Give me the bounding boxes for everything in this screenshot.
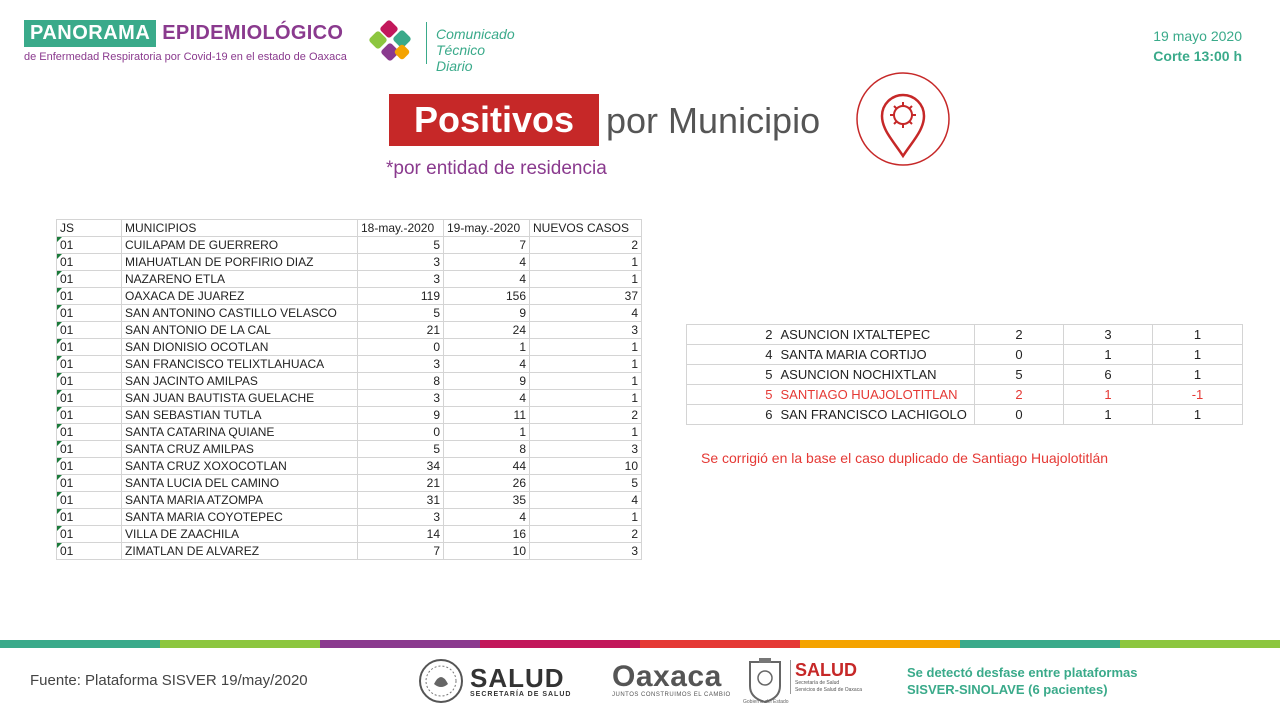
cell-marker-icon (57, 237, 62, 242)
cell-js (57, 237, 122, 254)
municipios-table (56, 219, 642, 560)
side-cell-18-may: 0 (975, 345, 1064, 365)
cell-js-text: 01 (60, 425, 74, 439)
cell-19-may: 4 (444, 509, 530, 526)
correction-note: Se corrigió en la base el caso duplicado de Santiago Huajolotitlán (701, 450, 1109, 466)
cell-js (57, 407, 122, 424)
cell-marker-icon (57, 271, 62, 276)
cell-municipio: NAZARENO ETLA (122, 271, 358, 288)
cell-marker-icon (57, 356, 62, 361)
cell-municipio: SANTA LUCIA DEL CAMINO (122, 475, 358, 492)
correction-table (686, 324, 1243, 425)
cell-18-may: 34 (358, 458, 444, 475)
cell-marker-icon (57, 509, 62, 514)
cell-marker-icon (57, 424, 62, 429)
cell-marker-icon (57, 305, 62, 310)
side-cell-municipio: SANTA MARIA CORTIJO (777, 345, 975, 365)
cell-js (57, 543, 122, 560)
cell-js-text: 01 (60, 238, 74, 252)
color-stripe (320, 640, 480, 648)
cell-marker-icon (57, 373, 62, 378)
cell-18-may: 3 (358, 254, 444, 271)
cell-nuevos-casos: 3 (530, 322, 642, 339)
salud-oaxaca-logo (790, 660, 862, 694)
footer-color-stripes (0, 640, 1280, 648)
cell-municipio: SAN JUAN BAUTISTA GUELACHE (122, 390, 358, 407)
table-row (57, 390, 642, 407)
cell-18-may: 5 (358, 441, 444, 458)
cell-18-may: 119 (358, 288, 444, 305)
cell-marker-icon (57, 254, 62, 259)
cell-municipio: CUILAPAM DE GUERRERO (122, 237, 358, 254)
cell-18-may: 9 (358, 407, 444, 424)
cell-js (57, 441, 122, 458)
side-cell-js: 5 (687, 385, 777, 405)
table-row (57, 339, 642, 356)
color-stripe (160, 640, 320, 648)
cell-nuevos-casos: 1 (530, 373, 642, 390)
cell-19-may: 35 (444, 492, 530, 509)
cell-js-text: 01 (60, 255, 74, 269)
side-cell-js: 6 (687, 405, 777, 425)
salud-oaxaca-sub1: Secretaría de Salud (795, 680, 840, 686)
cell-municipio: SANTA CATARINA QUIANE (122, 424, 358, 441)
cell-19-may: 1 (444, 424, 530, 441)
cell-18-may: 0 (358, 339, 444, 356)
cell-js-text: 01 (60, 374, 74, 388)
color-stripe (480, 640, 640, 648)
cell-municipio: SANTA CRUZ AMILPAS (122, 441, 358, 458)
cell-19-may: 24 (444, 322, 530, 339)
color-stripe (0, 640, 160, 648)
cell-nuevos-casos: 3 (530, 543, 642, 560)
table-row (57, 475, 642, 492)
cell-js (57, 509, 122, 526)
side-cell-js: 2 (687, 325, 777, 345)
table-row (57, 271, 642, 288)
color-stripe (800, 640, 960, 648)
cell-nuevos-casos: 1 (530, 356, 642, 373)
salud-wordmark: SALUD (470, 662, 565, 693)
cell-municipio: SAN FRANCISCO TELIXTLAHUACA (122, 356, 358, 373)
cell-js (57, 390, 122, 407)
side-cell-municipio: SAN FRANCISCO LACHIGOLO (777, 405, 975, 425)
cell-19-may: 10 (444, 543, 530, 560)
cell-19-may: 26 (444, 475, 530, 492)
side-cell-18-may: 5 (975, 365, 1064, 385)
brand-subtitle: de Enfermedad Respiratoria por Covid-19 en el estado de Oaxaca (24, 51, 347, 63)
cell-municipio: SAN SEBASTIAN TUTLA (122, 407, 358, 424)
correction-row (687, 365, 1243, 385)
side-cell-js: 4 (687, 345, 777, 365)
table-row (57, 458, 642, 475)
cell-municipio: VILLA DE ZAACHILA (122, 526, 358, 543)
cell-js (57, 356, 122, 373)
cell-18-may: 31 (358, 492, 444, 509)
salud-subtext: SECRETARÍA DE SALUD (470, 690, 572, 698)
cell-marker-icon (57, 441, 62, 446)
oaxaca-wordmark: Oaxaca (612, 660, 722, 693)
cell-js (57, 373, 122, 390)
cell-js-text: 01 (60, 493, 74, 507)
col-header-municipios: MUNICIPIOS (122, 220, 358, 237)
cell-marker-icon (57, 322, 62, 327)
cell-js (57, 322, 122, 339)
table-row (57, 373, 642, 390)
cell-nuevos-casos: 2 (530, 407, 642, 424)
color-stripe (640, 640, 800, 648)
cell-js-text: 01 (60, 357, 74, 371)
date-text: 19 mayo 2020 (1153, 28, 1242, 44)
cell-js (57, 475, 122, 492)
cell-18-may: 8 (358, 373, 444, 390)
table-row (57, 237, 642, 254)
oaxaca-logo (612, 662, 731, 698)
oaxaca-tagline: JUNTOS CONSTRUIMOS EL CAMBIO (612, 692, 731, 698)
salud-oaxaca-sub2: Servicios de Salud de Oaxaca (795, 687, 862, 693)
table-row (57, 407, 642, 424)
cell-municipio: SAN DIONISIO OCOTLAN (122, 339, 358, 356)
table-row (57, 322, 642, 339)
table-row (57, 492, 642, 509)
cell-18-may: 7 (358, 543, 444, 560)
cell-18-may: 5 (358, 305, 444, 322)
cell-municipio: ZIMATLAN DE ALVAREZ (122, 543, 358, 560)
side-cell-nuevos: 1 (1153, 365, 1243, 385)
cell-19-may: 4 (444, 390, 530, 407)
cell-js-text: 01 (60, 408, 74, 422)
cell-nuevos-casos: 2 (530, 237, 642, 254)
cell-19-may: 1 (444, 339, 530, 356)
side-cell-19-may: 3 (1064, 325, 1153, 345)
secretaria-salud-logo (418, 658, 571, 704)
cell-municipio: SAN ANTONIO DE LA CAL (122, 322, 358, 339)
cell-nuevos-casos: 1 (530, 339, 642, 356)
cell-marker-icon (57, 492, 62, 497)
comunicado-label (436, 26, 515, 74)
comunicado-line2: Técnico Diario (436, 42, 486, 74)
cell-nuevos-casos: 4 (530, 492, 642, 509)
cell-js-text: 01 (60, 306, 74, 320)
cell-nuevos-casos: 3 (530, 441, 642, 458)
side-cell-19-may: 6 (1064, 365, 1153, 385)
cell-18-may: 3 (358, 509, 444, 526)
brand-epidemiologico: EPIDEMIOLÓGICO (162, 22, 344, 44)
table-row (57, 288, 642, 305)
cell-nuevos-casos: 1 (530, 254, 642, 271)
cell-18-may: 0 (358, 424, 444, 441)
gobierno-estado-seal-icon (744, 656, 786, 704)
desfase-line2: SISVER-SINOLAVE (6 pacientes) (907, 682, 1108, 697)
cell-municipio: OAXACA DE JUAREZ (122, 288, 358, 305)
cell-js-text: 01 (60, 544, 74, 558)
cell-nuevos-casos: 1 (530, 509, 642, 526)
cell-18-may: 21 (358, 475, 444, 492)
color-stripe (960, 640, 1120, 648)
gobierno-label: Gobierno del Estado (743, 699, 789, 705)
cell-19-may: 4 (444, 356, 530, 373)
corte-text: Corte 13:00 h (1153, 48, 1242, 64)
side-cell-nuevos: 1 (1153, 405, 1243, 425)
side-cell-municipio: ASUNCION IXTALTEPEC (777, 325, 975, 345)
subtitle: *por entidad de residencia (386, 158, 607, 179)
cell-js (57, 254, 122, 271)
cell-marker-icon (57, 288, 62, 293)
cell-js (57, 458, 122, 475)
side-cell-js: 5 (687, 365, 777, 385)
cell-18-may: 3 (358, 356, 444, 373)
mexico-seal-icon (418, 658, 464, 704)
side-cell-18-may: 2 (975, 325, 1064, 345)
cell-nuevos-casos: 10 (530, 458, 642, 475)
table-row (57, 526, 642, 543)
cell-nuevos-casos: 1 (530, 424, 642, 441)
cell-19-may: 44 (444, 458, 530, 475)
cell-18-may: 3 (358, 271, 444, 288)
cell-19-may: 9 (444, 373, 530, 390)
cell-municipio: SANTA MARIA COYOTEPEC (122, 509, 358, 526)
comunicado-line1: Comunicado (436, 26, 515, 42)
cell-js-text: 01 (60, 459, 74, 473)
cell-19-may: 11 (444, 407, 530, 424)
cell-19-may: 16 (444, 526, 530, 543)
cell-municipio: SANTA MARIA ATZOMPA (122, 492, 358, 509)
side-cell-19-may: 1 (1064, 385, 1153, 405)
cell-municipio: SANTA CRUZ XOXOCOTLAN (122, 458, 358, 475)
title-highlight: Positivos (389, 94, 599, 146)
cell-js-text: 01 (60, 289, 74, 303)
brand-header (24, 20, 515, 74)
cell-nuevos-casos: 2 (530, 526, 642, 543)
cell-marker-icon (57, 458, 62, 463)
cell-nuevos-casos: 37 (530, 288, 642, 305)
cell-js-text: 01 (60, 323, 74, 337)
correction-row (687, 385, 1243, 405)
table-row (57, 441, 642, 458)
salud-oaxaca-wordmark: SALUD (795, 660, 857, 680)
cell-js (57, 339, 122, 356)
desfase-note (907, 664, 1137, 698)
cell-marker-icon (57, 407, 62, 412)
col-header-19-may: 19-may.-2020 (444, 220, 530, 237)
desfase-line1: Se detectó desfase entre plataformas (907, 665, 1138, 680)
brand-separator (426, 22, 427, 64)
side-cell-municipio: SANTIAGO HUAJOLOTITLAN (777, 385, 975, 405)
cell-municipio: MIAHUATLAN DE PORFIRIO DIAZ (122, 254, 358, 271)
cell-marker-icon (57, 526, 62, 531)
col-header-js: JS (57, 220, 122, 237)
cell-marker-icon (57, 543, 62, 548)
cell-js (57, 492, 122, 509)
cell-js (57, 271, 122, 288)
cell-js (57, 526, 122, 543)
cell-19-may: 4 (444, 254, 530, 271)
cell-19-may: 7 (444, 237, 530, 254)
cell-marker-icon (57, 390, 62, 395)
table-row (57, 424, 642, 441)
side-cell-nuevos: 1 (1153, 325, 1243, 345)
cell-municipio: SAN JACINTO AMILPAS (122, 373, 358, 390)
cell-js-text: 01 (60, 442, 74, 456)
col-header-nuevos-casos: NUEVOS CASOS (530, 220, 642, 237)
side-cell-19-may: 1 (1064, 405, 1153, 425)
cell-js-text: 01 (60, 391, 74, 405)
cell-19-may: 8 (444, 441, 530, 458)
cell-js (57, 305, 122, 322)
correction-row (687, 325, 1243, 345)
table-row (57, 254, 642, 271)
cell-18-may: 3 (358, 390, 444, 407)
brand-panorama: PANORAMA (24, 20, 156, 47)
cell-18-may: 14 (358, 526, 444, 543)
cell-js (57, 288, 122, 305)
cell-marker-icon (57, 339, 62, 344)
side-cell-nuevos: -1 (1153, 385, 1243, 405)
fuente-text: Fuente: Plataforma SISVER 19/may/2020 (30, 672, 308, 689)
report-date (1153, 26, 1242, 66)
cell-nuevos-casos: 5 (530, 475, 642, 492)
side-cell-18-may: 0 (975, 405, 1064, 425)
cell-js-text: 01 (60, 272, 74, 286)
col-header-18-may: 18-may.-2020 (358, 220, 444, 237)
table-header-row (57, 220, 642, 237)
side-cell-18-may: 2 (975, 385, 1064, 405)
correction-row (687, 405, 1243, 425)
correction-row (687, 345, 1243, 365)
table-row (57, 543, 642, 560)
table-row (57, 356, 642, 373)
cell-js (57, 424, 122, 441)
cell-18-may: 5 (358, 237, 444, 254)
cell-js-text: 01 (60, 340, 74, 354)
virus-location-pin-icon (854, 72, 952, 166)
cell-js-text: 01 (60, 510, 74, 524)
side-cell-nuevos: 1 (1153, 345, 1243, 365)
cell-nuevos-casos: 1 (530, 390, 642, 407)
cell-nuevos-casos: 4 (530, 305, 642, 322)
side-cell-19-may: 1 (1064, 345, 1153, 365)
side-cell-municipio: ASUNCION NOCHIXTLAN (777, 365, 975, 385)
cell-js-text: 01 (60, 527, 74, 541)
cell-municipio: SAN ANTONINO CASTILLO VELASCO (122, 305, 358, 322)
color-stripe (1120, 640, 1280, 648)
cell-js-text: 01 (60, 476, 74, 490)
cell-nuevos-casos: 1 (530, 271, 642, 288)
cell-18-may: 21 (358, 322, 444, 339)
cell-19-may: 156 (444, 288, 530, 305)
cell-19-may: 4 (444, 271, 530, 288)
panorama-logo-icon (368, 20, 414, 66)
table-row (57, 509, 642, 526)
table-row (57, 305, 642, 322)
cell-19-may: 9 (444, 305, 530, 322)
title-rest: por Municipio (606, 100, 821, 141)
cell-marker-icon (57, 475, 62, 480)
